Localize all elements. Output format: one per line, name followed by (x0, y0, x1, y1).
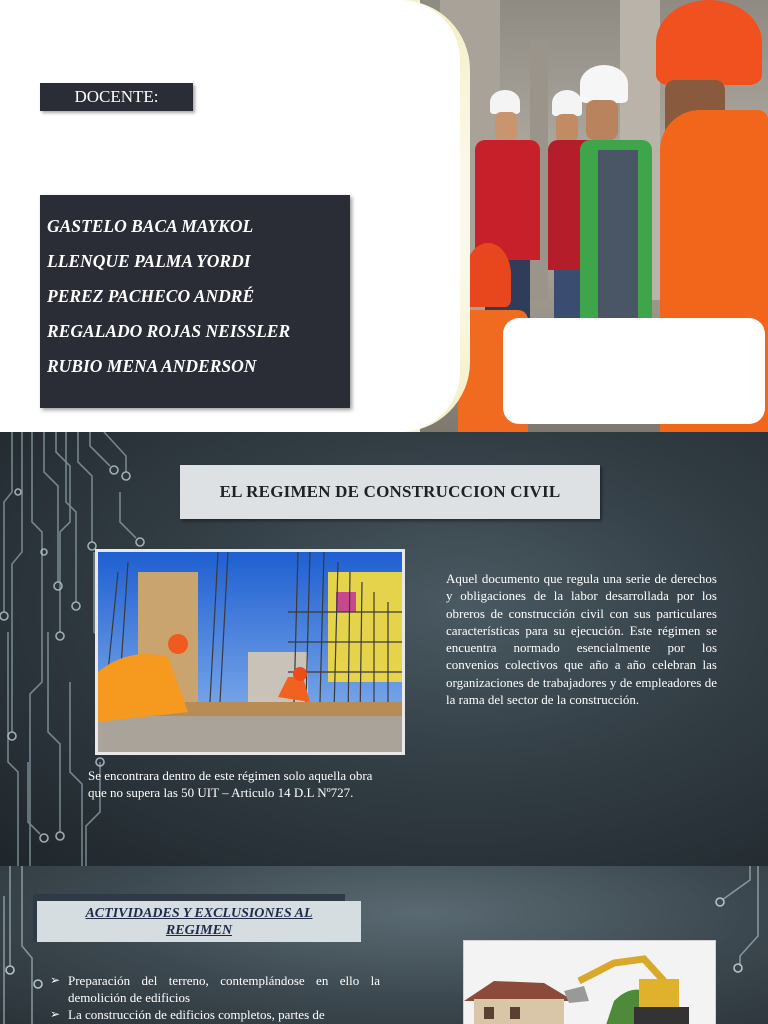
slide-regimen (0, 432, 768, 866)
blank-card (503, 318, 765, 424)
arrow-bullet-icon: ➢ (50, 973, 61, 987)
list-item: ➢ Preparación del terreno, contemplándose en ello la demolición de edificios (50, 973, 380, 1005)
arrow-bullet-icon: ➢ (50, 1007, 61, 1021)
student-name: REGALADO ROJAS NEISSLER (47, 321, 291, 341)
students-names-box (40, 195, 350, 408)
list-item: ➢ La construcción de edificios completos, partes de (50, 1007, 325, 1022)
slide-title (0, 0, 768, 432)
caption-line: Se encontrara dentro de este régimen solo aquella obra (88, 768, 373, 783)
demolition-photo (463, 940, 716, 1024)
docente-label: DOCENTE: (74, 87, 159, 106)
slide-title-box (180, 465, 600, 519)
caption-line: que no supera las 50 UIT – Articulo 14 D.L Nº727. (88, 785, 354, 800)
regimen-caption (88, 767, 418, 801)
student-name: LLENQUE PALMA YORDI (47, 251, 251, 271)
docente-label-box (40, 83, 193, 111)
slide-title-line: REGIMEN (165, 922, 233, 938)
regimen-paragraph: Aquel documento que regula una serie de derechos y obligaciones de la labor desarrollada por los obreros de construcción civil con sus particulares características para su ejecución. Este régimen se encuentra normado esencialmente por los convenios colectivos que año a año celebran las organizaciones de trabajadores y de empleadores de la rama del sector de la construcción. (446, 571, 717, 708)
student-name: PEREZ PACHECO ANDRÉ (47, 286, 255, 306)
slide-title: EL REGIMEN DE CONSTRUCCION CIVIL (219, 482, 561, 501)
slide-title-line: ACTIVIDADES Y EXCLUSIONES AL (85, 905, 313, 921)
student-name: RUBIO MENA ANDERSON (47, 356, 257, 376)
activities-list (50, 972, 380, 1023)
slide-title-box (37, 901, 361, 942)
construction-site-photo (95, 549, 405, 755)
slide-actividades (0, 866, 768, 1024)
student-name: GASTELO BACA MAYKOL (47, 216, 254, 236)
